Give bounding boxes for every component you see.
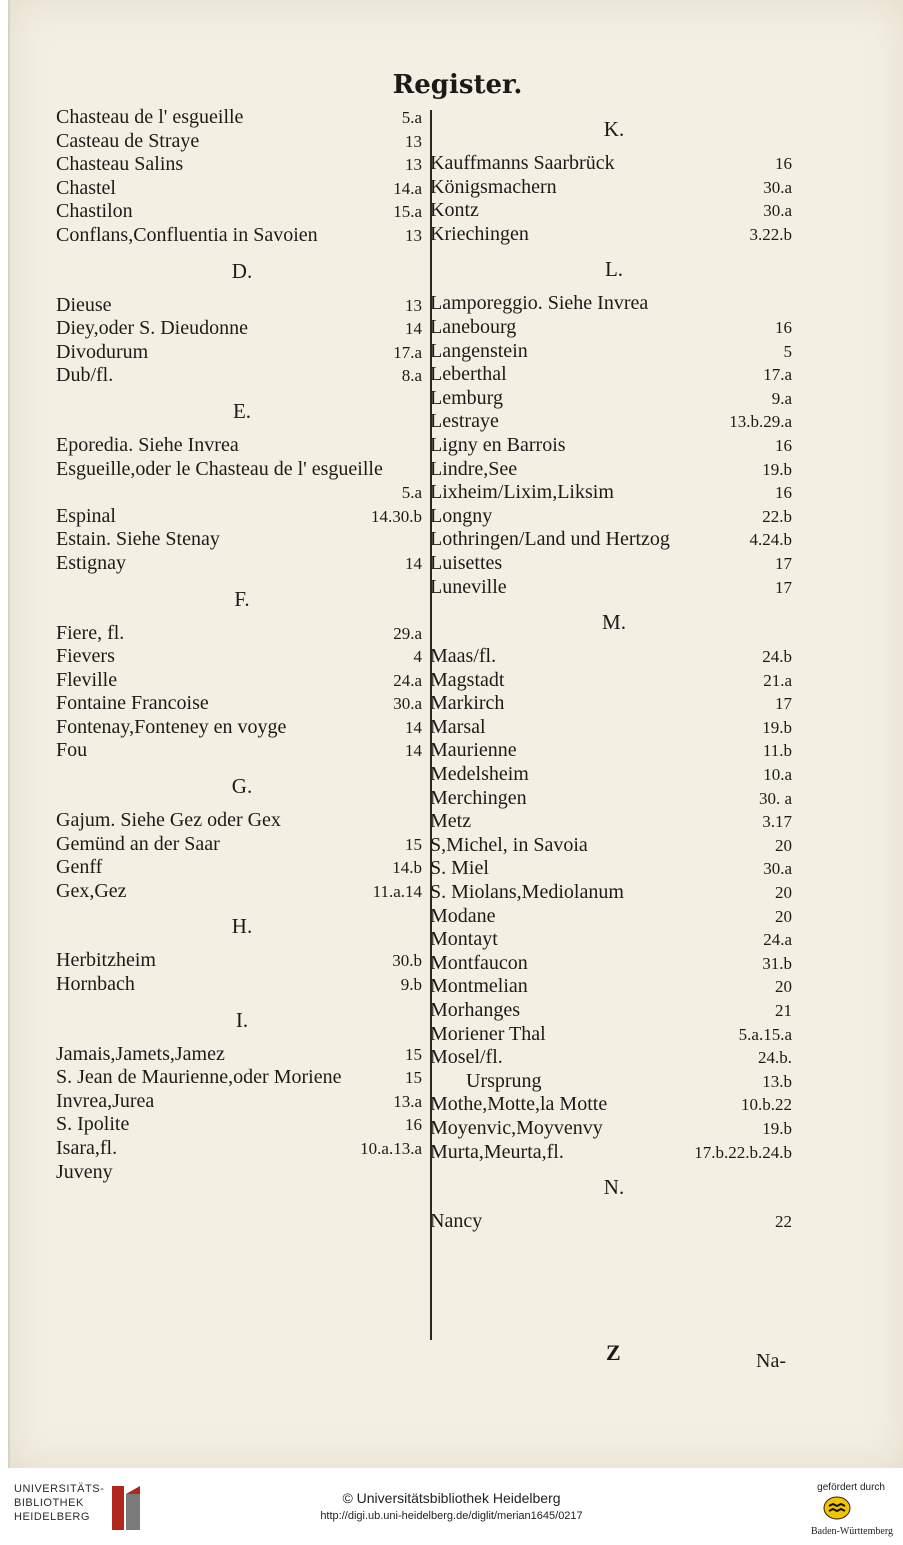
entry-name: Morhanges [430, 999, 520, 1021]
index-entry [430, 528, 798, 552]
index-entry [430, 363, 798, 387]
entry-page-ref: 14.30.b [371, 506, 422, 526]
index-entry [430, 857, 798, 881]
entry-page-ref: 13.b.29.a [729, 412, 792, 432]
index-entry [430, 292, 798, 316]
entry-page-ref: 30.a [763, 177, 792, 197]
entry-name: Mothe,Motte,la Motte [430, 1093, 608, 1116]
entry-name: Modane [430, 904, 496, 927]
entry-name: Estain. Siehe Stenay [56, 528, 220, 551]
entry-name: Fievers [56, 645, 115, 668]
index-entry [430, 481, 798, 505]
index-entry [430, 387, 798, 411]
index-entry [430, 810, 798, 834]
entry-page-ref: 21.a [763, 670, 792, 690]
section-letter: L. [604, 257, 624, 282]
entry-name: S. Miolans,Mediolanum [430, 881, 624, 904]
entry-name: Ursprung [466, 1069, 542, 1092]
entry-name: Leberthal [430, 363, 507, 386]
entry-name: Kontz [430, 199, 479, 222]
entry-page-ref: 16 [775, 483, 792, 503]
entry-page-ref: 11.a.14 [372, 881, 422, 901]
entry-name: Medelsheim [430, 763, 529, 786]
index-entry [430, 505, 798, 529]
index-entry [430, 1141, 798, 1165]
index-entry [56, 1137, 428, 1161]
entry-page-ref: 17 [775, 577, 792, 597]
index-entry [430, 1023, 798, 1047]
entry-page-ref: 19.b [762, 717, 792, 737]
entry-page-ref: 19.b [762, 1118, 792, 1138]
index-entry [56, 434, 428, 458]
entry-name: Fontenay,Fonteney en voyge [56, 715, 287, 738]
entry-name: Luneville [430, 575, 507, 598]
index-entry [56, 1043, 428, 1067]
sponsor-label: gefördert durch [817, 1482, 885, 1493]
entry-page-ref: 19.b [762, 459, 792, 479]
library-name-line: BIBLIOTHEK [14, 1497, 84, 1509]
entry-name: Herbitzheim [56, 949, 156, 972]
entry-name: Invrea,Jurea [56, 1089, 155, 1112]
index-entry [430, 905, 798, 929]
index-entry [56, 1066, 428, 1090]
entry-page-ref: 13 [405, 155, 422, 175]
entry-name: Montmelian [430, 975, 528, 998]
index-entry [56, 833, 428, 857]
index-entry [56, 153, 428, 177]
entry-page-ref: 10.a.13.a [360, 1139, 422, 1158]
index-entry [430, 1093, 798, 1117]
entry-name: Esgueille,oder le Chasteau de l' esgueille [56, 457, 383, 480]
index-entry [56, 177, 428, 201]
entry-page-ref: 15 [405, 834, 422, 854]
index-entry [430, 1210, 798, 1234]
sponsor-name: Baden-Württemberg [810, 1526, 893, 1537]
index-entry [430, 199, 798, 223]
entry-name: S,Michel, in Savoia [430, 833, 588, 856]
index-entry [56, 364, 428, 388]
entry-name: Fontaine Francoise [56, 692, 209, 715]
entry-name: Langenstein [430, 339, 528, 362]
entry-page-ref: 30.a [763, 201, 792, 221]
entry-page-ref: 22.b [762, 506, 792, 526]
index-entry [430, 763, 798, 787]
index-entry [56, 294, 428, 318]
entry-name: Fleville [56, 668, 118, 691]
entry-name: Dieuse [56, 293, 112, 316]
section-letter: N. [603, 1175, 625, 1200]
index-entry [56, 130, 428, 154]
entry-name: Chasteau Salins [56, 153, 184, 176]
index-entry [56, 856, 428, 880]
library-name-line: UNIVERSITÄTS- [14, 1483, 105, 1495]
index-entry [430, 552, 798, 576]
entry-page-ref: 8.a [401, 366, 422, 386]
left-column [56, 106, 428, 1184]
entry-name: Metz [430, 810, 472, 833]
entry-name: Gajum. Siehe Gez oder Gex [56, 809, 281, 832]
index-entry [430, 881, 798, 905]
entry-page-ref: 17.b.22.b.24.b [694, 1142, 792, 1162]
entry-page-ref: 22 [775, 1212, 792, 1232]
entry-name: Maurienne [430, 739, 517, 762]
entry-page-ref: 4.24.b [749, 530, 792, 550]
entry-name: Lamporeggio. Siehe Invrea [430, 292, 649, 315]
entry-page-ref: 5 [783, 341, 792, 361]
entry-name: Lindre,See [430, 457, 518, 480]
entry-name: S. Jean de Maurienne,oder Moriene [56, 1066, 342, 1089]
index-entry [430, 669, 798, 693]
permalink[interactable]: http://digi.ub.uni-heidelberg.de/diglit/merian1645/0217 [320, 1510, 583, 1522]
entry-page-ref: 14 [405, 741, 422, 761]
entry-page-ref: 13 [405, 131, 422, 151]
entry-name: Gemünd an der Saar [56, 832, 220, 855]
entry-page-ref: 17 [775, 553, 792, 573]
entry-name: Genff [56, 856, 103, 879]
entry-name: Murta,Meurta,fl. [430, 1140, 564, 1163]
scanned-page [8, 0, 903, 1468]
entry-name: Diey,oder S. Dieudonne [56, 317, 248, 340]
index-entry [430, 787, 798, 811]
index-entry [56, 106, 428, 130]
index-entry [56, 1090, 428, 1114]
right-column [430, 106, 798, 1234]
entry-page-ref: 10.b.22 [741, 1095, 792, 1115]
section-letter: I. [235, 1007, 249, 1032]
entry-page-ref: 30.a [763, 859, 792, 879]
entry-page-ref: 16 [775, 154, 792, 173]
index-entry [430, 434, 798, 458]
entry-name: Divodurum [56, 340, 149, 363]
index-entry [430, 152, 798, 176]
index-entry [56, 200, 428, 224]
index-entry [430, 1046, 798, 1070]
entry-name: Montayt [430, 928, 498, 951]
index-entry [430, 952, 798, 976]
entry-name: Lanebourg [430, 315, 517, 338]
entry-page-ref: 24.a [763, 930, 792, 950]
entry-name: Jamais,Jamets,Jamez [56, 1042, 225, 1065]
index-entry [430, 1117, 798, 1141]
index-entry [430, 316, 798, 340]
entry-page-ref: 17 [775, 694, 792, 714]
entry-page-ref: 20 [775, 977, 792, 997]
index-entry [430, 176, 798, 200]
entry-name: Kriechingen [430, 222, 529, 245]
entry-page-ref: 9.a [771, 388, 792, 408]
entry-page-ref: 24.b. [758, 1048, 792, 1068]
entry-name: Lixheim/Lixim,Liksim [430, 481, 614, 504]
section-letter: H. [231, 914, 253, 939]
entry-page-ref: 14 [405, 319, 422, 339]
entry-page-ref: 13.a [393, 1091, 422, 1111]
viewer-footer [0, 1468, 903, 1545]
index-entry [430, 692, 798, 716]
entry-name: Espinal [56, 504, 116, 527]
state-coat-of-arms-icon [823, 1496, 851, 1520]
entry-page-ref: 14 [405, 553, 422, 573]
entry-name: Gex,Gez [56, 879, 127, 902]
entry-page-ref: 10.a [763, 765, 792, 785]
entry-name: Chastilon [56, 200, 133, 223]
entry-name: Eporedia. Siehe Invrea [56, 433, 239, 456]
entry-name: Lothringen/Land und Hertzog [430, 528, 670, 551]
entry-page-ref: 3.22.b [749, 224, 792, 244]
entry-page-ref: 14.a [393, 178, 422, 198]
entry-page-ref: 21 [775, 1001, 792, 1020]
entry-name: Marsal [430, 715, 486, 738]
section-letter: E. [232, 398, 252, 423]
entry-page-ref: 13.b [762, 1071, 792, 1091]
index-entry [430, 458, 798, 482]
entry-page-ref: 5.a.15.a [738, 1024, 792, 1044]
entry-page-ref: 16 [775, 317, 792, 337]
entry-name: S. Ipolite [56, 1113, 130, 1136]
copyright-notice: © Universitätsbibliothek Heidelberg [342, 1490, 561, 1506]
index-entry [430, 223, 798, 247]
entry-page-ref: 14 [405, 717, 422, 737]
entry-page-ref: 16 [775, 435, 792, 455]
entry-name: Chasteau de l' esgueille [56, 106, 244, 128]
index-entry [430, 999, 798, 1023]
section-letter: M. [602, 610, 626, 635]
index-entry [56, 716, 428, 740]
entry-page-ref: 30.a [393, 694, 422, 714]
entry-page-ref: 24.a [393, 670, 422, 690]
entry-page-ref: 31.b [762, 953, 792, 973]
entry-page-ref: 14.b [392, 858, 422, 878]
entry-name: Königsmachern [430, 175, 557, 198]
entry-name: Dub/fl. [56, 364, 114, 387]
index-entry [56, 224, 428, 248]
entry-name: Magstadt [430, 668, 505, 691]
entry-name: Mosel/fl. [430, 1046, 503, 1069]
entry-name: Montfaucon [430, 951, 528, 974]
entry-name: Longny [430, 504, 493, 527]
index-entry [56, 1161, 428, 1185]
entry-page-ref: 13 [405, 295, 422, 315]
entry-name: Moriener Thal [430, 1022, 546, 1045]
entry-page-ref: 15 [405, 1044, 422, 1064]
entry-page-ref: 3.17 [762, 812, 792, 832]
index-entry [56, 809, 428, 833]
section-letter: G. [231, 774, 253, 799]
entry-name: Maas/fl. [430, 645, 497, 668]
index-entry [56, 692, 428, 716]
page-title: Register. [392, 70, 523, 100]
index-entry [56, 341, 428, 365]
index-entry [56, 528, 428, 552]
entry-page-ref: 5.a [401, 108, 422, 127]
entry-name: Estignay [56, 551, 126, 574]
signature-mark: Z [606, 1340, 621, 1365]
index-entry [56, 505, 428, 529]
entry-name: Merchingen [430, 786, 527, 809]
index-entry [56, 645, 428, 669]
entry-page-ref: 20 [775, 835, 792, 855]
entry-page-ref: 11.b [762, 741, 792, 761]
entry-page-ref: 24.b [762, 647, 792, 667]
entry-page-ref: 5.a [401, 483, 422, 503]
entry-name: Nancy [430, 1210, 483, 1233]
entry-name: Isara,fl. [56, 1137, 118, 1159]
entry-page-ref: 30.b [392, 951, 422, 971]
entry-name: Chastel [56, 176, 116, 199]
index-entry [430, 716, 798, 740]
catchword: Na- [756, 1350, 786, 1372]
index-entry [56, 739, 428, 763]
index-entry [56, 1113, 428, 1137]
index-entry [430, 1070, 798, 1094]
index-entry [430, 645, 798, 669]
index-entry [430, 928, 798, 952]
index-entry [430, 739, 798, 763]
index-entry [430, 410, 798, 434]
index-entry [56, 622, 428, 646]
index-entry [56, 880, 428, 904]
entry-name: S. Miel [430, 857, 489, 880]
entry-name: Conflans,Confluentia in Savoien [56, 223, 318, 246]
index-entry [430, 975, 798, 999]
entry-name: Kauffmanns Saarbrück [430, 152, 615, 174]
index-entry [56, 458, 428, 505]
entry-page-ref: 17.a [393, 342, 422, 362]
entry-page-ref: 29.a [393, 623, 422, 643]
section-letter: D. [231, 258, 253, 283]
entry-page-ref: 30. a [758, 788, 792, 808]
section-letter: K. [603, 117, 625, 141]
entry-page-ref: 4 [413, 647, 422, 667]
entry-name: Luisettes [430, 551, 503, 574]
entry-page-ref: 20 [775, 906, 792, 926]
index-entry [56, 669, 428, 693]
index-entry [56, 317, 428, 341]
entry-name: Moyenvic,Moyvenvy [430, 1116, 603, 1139]
index-entry [56, 973, 428, 997]
library-name-line: HEIDELBERG [14, 1511, 90, 1523]
entry-name: Hornbach [56, 973, 135, 996]
index-entry [430, 834, 798, 858]
entry-name: Casteau de Straye [56, 129, 200, 152]
entry-page-ref: 9.b [400, 975, 422, 995]
entry-name: Lemburg [430, 386, 503, 409]
entry-name: Ligny en Barrois [430, 433, 566, 456]
entry-page-ref: 20 [775, 883, 792, 903]
entry-page-ref: 15 [405, 1068, 422, 1088]
index-entry [430, 576, 798, 600]
index-entry [430, 340, 798, 364]
entry-page-ref: 13 [405, 225, 422, 245]
entry-page-ref: 16 [405, 1115, 422, 1135]
entry-name: Fiere, fl. [56, 621, 125, 644]
section-letter: F. [234, 586, 250, 611]
entry-name: Juveny [56, 1160, 113, 1183]
entry-page-ref: 17.a [763, 365, 792, 385]
entry-name: Fou [56, 739, 88, 762]
entry-page-ref: 15.a [393, 202, 422, 222]
entry-name: Lestraye [430, 410, 499, 433]
entry-name: Markirch [430, 692, 505, 715]
index-entry [56, 949, 428, 973]
index-entry [56, 552, 428, 576]
